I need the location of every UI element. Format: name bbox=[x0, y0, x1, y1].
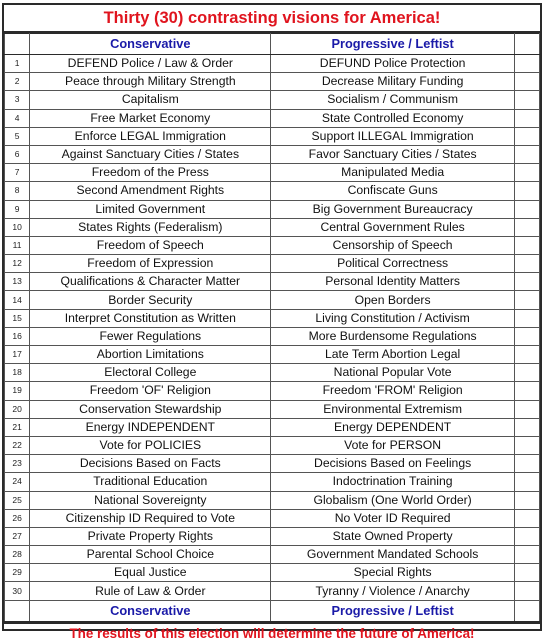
conservative-cell: Border Security bbox=[30, 291, 271, 309]
table-row bbox=[5, 473, 540, 491]
table-row bbox=[5, 218, 540, 236]
row-number: 15 bbox=[5, 309, 30, 327]
header-progressive: Progressive / Leftist bbox=[271, 34, 514, 55]
conservative-cell: Rule of Law & Order bbox=[30, 582, 271, 600]
footer-message: The results of this election will determine the future of America! bbox=[4, 622, 540, 644]
empty-cell bbox=[514, 273, 539, 291]
empty-cell bbox=[514, 527, 539, 545]
table-row bbox=[5, 200, 540, 218]
empty-cell bbox=[514, 127, 539, 145]
progressive-cell: Decisions Based on Feelings bbox=[271, 455, 514, 473]
conservative-cell: States Rights (Federalism) bbox=[30, 218, 271, 236]
empty-cell bbox=[514, 546, 539, 564]
conservative-cell: Second Amendment Rights bbox=[30, 182, 271, 200]
conservative-cell: Enforce LEGAL Immigration bbox=[30, 127, 271, 145]
page-title: Thirty (30) contrasting visions for America! bbox=[4, 5, 540, 33]
empty-cell bbox=[514, 145, 539, 163]
conservative-cell: Fewer Regulations bbox=[30, 327, 271, 345]
progressive-cell: Manipulated Media bbox=[271, 164, 514, 182]
empty-cell bbox=[514, 182, 539, 200]
progressive-cell: Freedom 'FROM' Religion bbox=[271, 382, 514, 400]
row-number: 14 bbox=[5, 291, 30, 309]
row-number: 20 bbox=[5, 400, 30, 418]
empty-cell bbox=[514, 291, 539, 309]
footer-spacer-right bbox=[514, 600, 539, 621]
table-footer-header-row bbox=[5, 600, 540, 621]
progressive-cell: More Burdensome Regulations bbox=[271, 327, 514, 345]
progressive-cell: Socialism / Communism bbox=[271, 91, 514, 109]
progressive-cell: Globalism (One World Order) bbox=[271, 491, 514, 509]
row-number: 25 bbox=[5, 491, 30, 509]
empty-cell bbox=[514, 346, 539, 364]
row-number: 12 bbox=[5, 255, 30, 273]
row-number: 24 bbox=[5, 473, 30, 491]
empty-cell bbox=[514, 436, 539, 454]
progressive-cell: No Voter ID Required bbox=[271, 509, 514, 527]
row-number: 21 bbox=[5, 418, 30, 436]
conservative-cell: Decisions Based on Facts bbox=[30, 455, 271, 473]
progressive-cell: DEFUND Police Protection bbox=[271, 55, 514, 73]
progressive-cell: Tyranny / Violence / Anarchy bbox=[271, 582, 514, 600]
row-number: 10 bbox=[5, 218, 30, 236]
table-row bbox=[5, 291, 540, 309]
empty-cell bbox=[514, 164, 539, 182]
empty-cell bbox=[514, 91, 539, 109]
conservative-cell: Freedom of the Press bbox=[30, 164, 271, 182]
table-row bbox=[5, 236, 540, 254]
table-row bbox=[5, 273, 540, 291]
progressive-cell: Censorship of Speech bbox=[271, 236, 514, 254]
empty-cell bbox=[514, 73, 539, 91]
row-number: 4 bbox=[5, 109, 30, 127]
row-number: 6 bbox=[5, 145, 30, 163]
row-number: 27 bbox=[5, 527, 30, 545]
empty-cell bbox=[514, 473, 539, 491]
empty-cell bbox=[514, 564, 539, 582]
empty-cell bbox=[514, 400, 539, 418]
row-number: 1 bbox=[5, 55, 30, 73]
table-row bbox=[5, 582, 540, 600]
table-row bbox=[5, 109, 540, 127]
table-row bbox=[5, 400, 540, 418]
table-row bbox=[5, 55, 540, 73]
empty-cell bbox=[514, 418, 539, 436]
table-row bbox=[5, 145, 540, 163]
empty-cell bbox=[514, 327, 539, 345]
progressive-cell: Living Constitution / Activism bbox=[271, 309, 514, 327]
conservative-cell: Interpret Constitution as Written bbox=[30, 309, 271, 327]
table-row bbox=[5, 327, 540, 345]
table-row bbox=[5, 546, 540, 564]
table-row bbox=[5, 418, 540, 436]
empty-cell bbox=[514, 509, 539, 527]
conservative-cell: Limited Government bbox=[30, 200, 271, 218]
conservative-cell: Freedom 'OF' Religion bbox=[30, 382, 271, 400]
table-row bbox=[5, 255, 540, 273]
empty-cell bbox=[514, 491, 539, 509]
empty-cell bbox=[514, 109, 539, 127]
progressive-cell: National Popular Vote bbox=[271, 364, 514, 382]
conservative-cell: Qualifications & Character Matter bbox=[30, 273, 271, 291]
row-number: 5 bbox=[5, 127, 30, 145]
progressive-cell: Personal Identity Matters bbox=[271, 273, 514, 291]
row-number: 17 bbox=[5, 346, 30, 364]
conservative-cell: National Sovereignty bbox=[30, 491, 271, 509]
progressive-cell: Central Government Rules bbox=[271, 218, 514, 236]
conservative-cell: Freedom of Speech bbox=[30, 236, 271, 254]
progressive-cell: Late Term Abortion Legal bbox=[271, 346, 514, 364]
conservative-cell: Vote for POLICIES bbox=[30, 436, 271, 454]
conservative-cell: DEFEND Police / Law & Order bbox=[30, 55, 271, 73]
conservative-cell: Parental School Choice bbox=[30, 546, 271, 564]
conservative-cell: Private Property Rights bbox=[30, 527, 271, 545]
conservative-cell: Traditional Education bbox=[30, 473, 271, 491]
progressive-cell: Decrease Military Funding bbox=[271, 73, 514, 91]
table-row bbox=[5, 182, 540, 200]
header-conservative: Conservative bbox=[30, 34, 271, 55]
row-number: 22 bbox=[5, 436, 30, 454]
table-row bbox=[5, 491, 540, 509]
progressive-cell: Confiscate Guns bbox=[271, 182, 514, 200]
row-number: 19 bbox=[5, 382, 30, 400]
row-number: 29 bbox=[5, 564, 30, 582]
progressive-cell: State Controlled Economy bbox=[271, 109, 514, 127]
row-number: 3 bbox=[5, 91, 30, 109]
conservative-cell: Conservation Stewardship bbox=[30, 400, 271, 418]
conservative-cell: Citizenship ID Required to Vote bbox=[30, 509, 271, 527]
footer-header-progressive: Progressive / Leftist bbox=[271, 600, 514, 621]
progressive-cell: Support ILLEGAL Immigration bbox=[271, 127, 514, 145]
empty-cell bbox=[514, 236, 539, 254]
conservative-cell: Energy INDEPENDENT bbox=[30, 418, 271, 436]
table-row bbox=[5, 346, 540, 364]
header-spacer-right bbox=[514, 34, 539, 55]
progressive-cell: Big Government Bureaucracy bbox=[271, 200, 514, 218]
empty-cell bbox=[514, 382, 539, 400]
table-row bbox=[5, 382, 540, 400]
row-number: 26 bbox=[5, 509, 30, 527]
comparison-table bbox=[4, 33, 540, 622]
row-number: 28 bbox=[5, 546, 30, 564]
table-row bbox=[5, 364, 540, 382]
progressive-cell: Government Mandated Schools bbox=[271, 546, 514, 564]
progressive-cell: Environmental Extremism bbox=[271, 400, 514, 418]
table-row bbox=[5, 91, 540, 109]
empty-cell bbox=[514, 255, 539, 273]
table-row bbox=[5, 527, 540, 545]
conservative-cell: Freedom of Expression bbox=[30, 255, 271, 273]
table-row bbox=[5, 73, 540, 91]
conservative-cell: Against Sanctuary Cities / States bbox=[30, 145, 271, 163]
empty-cell bbox=[514, 200, 539, 218]
empty-cell bbox=[514, 582, 539, 600]
row-number: 2 bbox=[5, 73, 30, 91]
conservative-cell: Abortion Limitations bbox=[30, 346, 271, 364]
progressive-cell: Favor Sanctuary Cities / States bbox=[271, 145, 514, 163]
comparison-table-body bbox=[5, 34, 540, 622]
empty-cell bbox=[514, 309, 539, 327]
table-row bbox=[5, 164, 540, 182]
footer-header-conservative: Conservative bbox=[30, 600, 271, 621]
row-number: 30 bbox=[5, 582, 30, 600]
table-row bbox=[5, 455, 540, 473]
row-number: 8 bbox=[5, 182, 30, 200]
header-spacer-left bbox=[5, 34, 30, 55]
row-number: 7 bbox=[5, 164, 30, 182]
row-number: 11 bbox=[5, 236, 30, 254]
comparison-sheet bbox=[2, 3, 542, 641]
table-row bbox=[5, 309, 540, 327]
progressive-cell: Indoctrination Training bbox=[271, 473, 514, 491]
empty-cell bbox=[514, 364, 539, 382]
progressive-cell: Special Rights bbox=[271, 564, 514, 582]
conservative-cell: Capitalism bbox=[30, 91, 271, 109]
table-row bbox=[5, 127, 540, 145]
empty-cell bbox=[514, 455, 539, 473]
progressive-cell: Political Correctness bbox=[271, 255, 514, 273]
progressive-cell: State Owned Property bbox=[271, 527, 514, 545]
conservative-cell: Electoral College bbox=[30, 364, 271, 382]
conservative-cell: Free Market Economy bbox=[30, 109, 271, 127]
conservative-cell: Peace through Military Strength bbox=[30, 73, 271, 91]
row-number: 18 bbox=[5, 364, 30, 382]
progressive-cell: Vote for PERSON bbox=[271, 436, 514, 454]
table-row bbox=[5, 509, 540, 527]
empty-cell bbox=[514, 55, 539, 73]
table-row bbox=[5, 564, 540, 582]
progressive-cell: Open Borders bbox=[271, 291, 514, 309]
conservative-cell: Equal Justice bbox=[30, 564, 271, 582]
table-row bbox=[5, 436, 540, 454]
row-number: 9 bbox=[5, 200, 30, 218]
progressive-cell: Energy DEPENDENT bbox=[271, 418, 514, 436]
row-number: 23 bbox=[5, 455, 30, 473]
row-number: 13 bbox=[5, 273, 30, 291]
empty-cell bbox=[514, 218, 539, 236]
row-number: 16 bbox=[5, 327, 30, 345]
table-header-row bbox=[5, 34, 540, 55]
footer-spacer-left bbox=[5, 600, 30, 621]
